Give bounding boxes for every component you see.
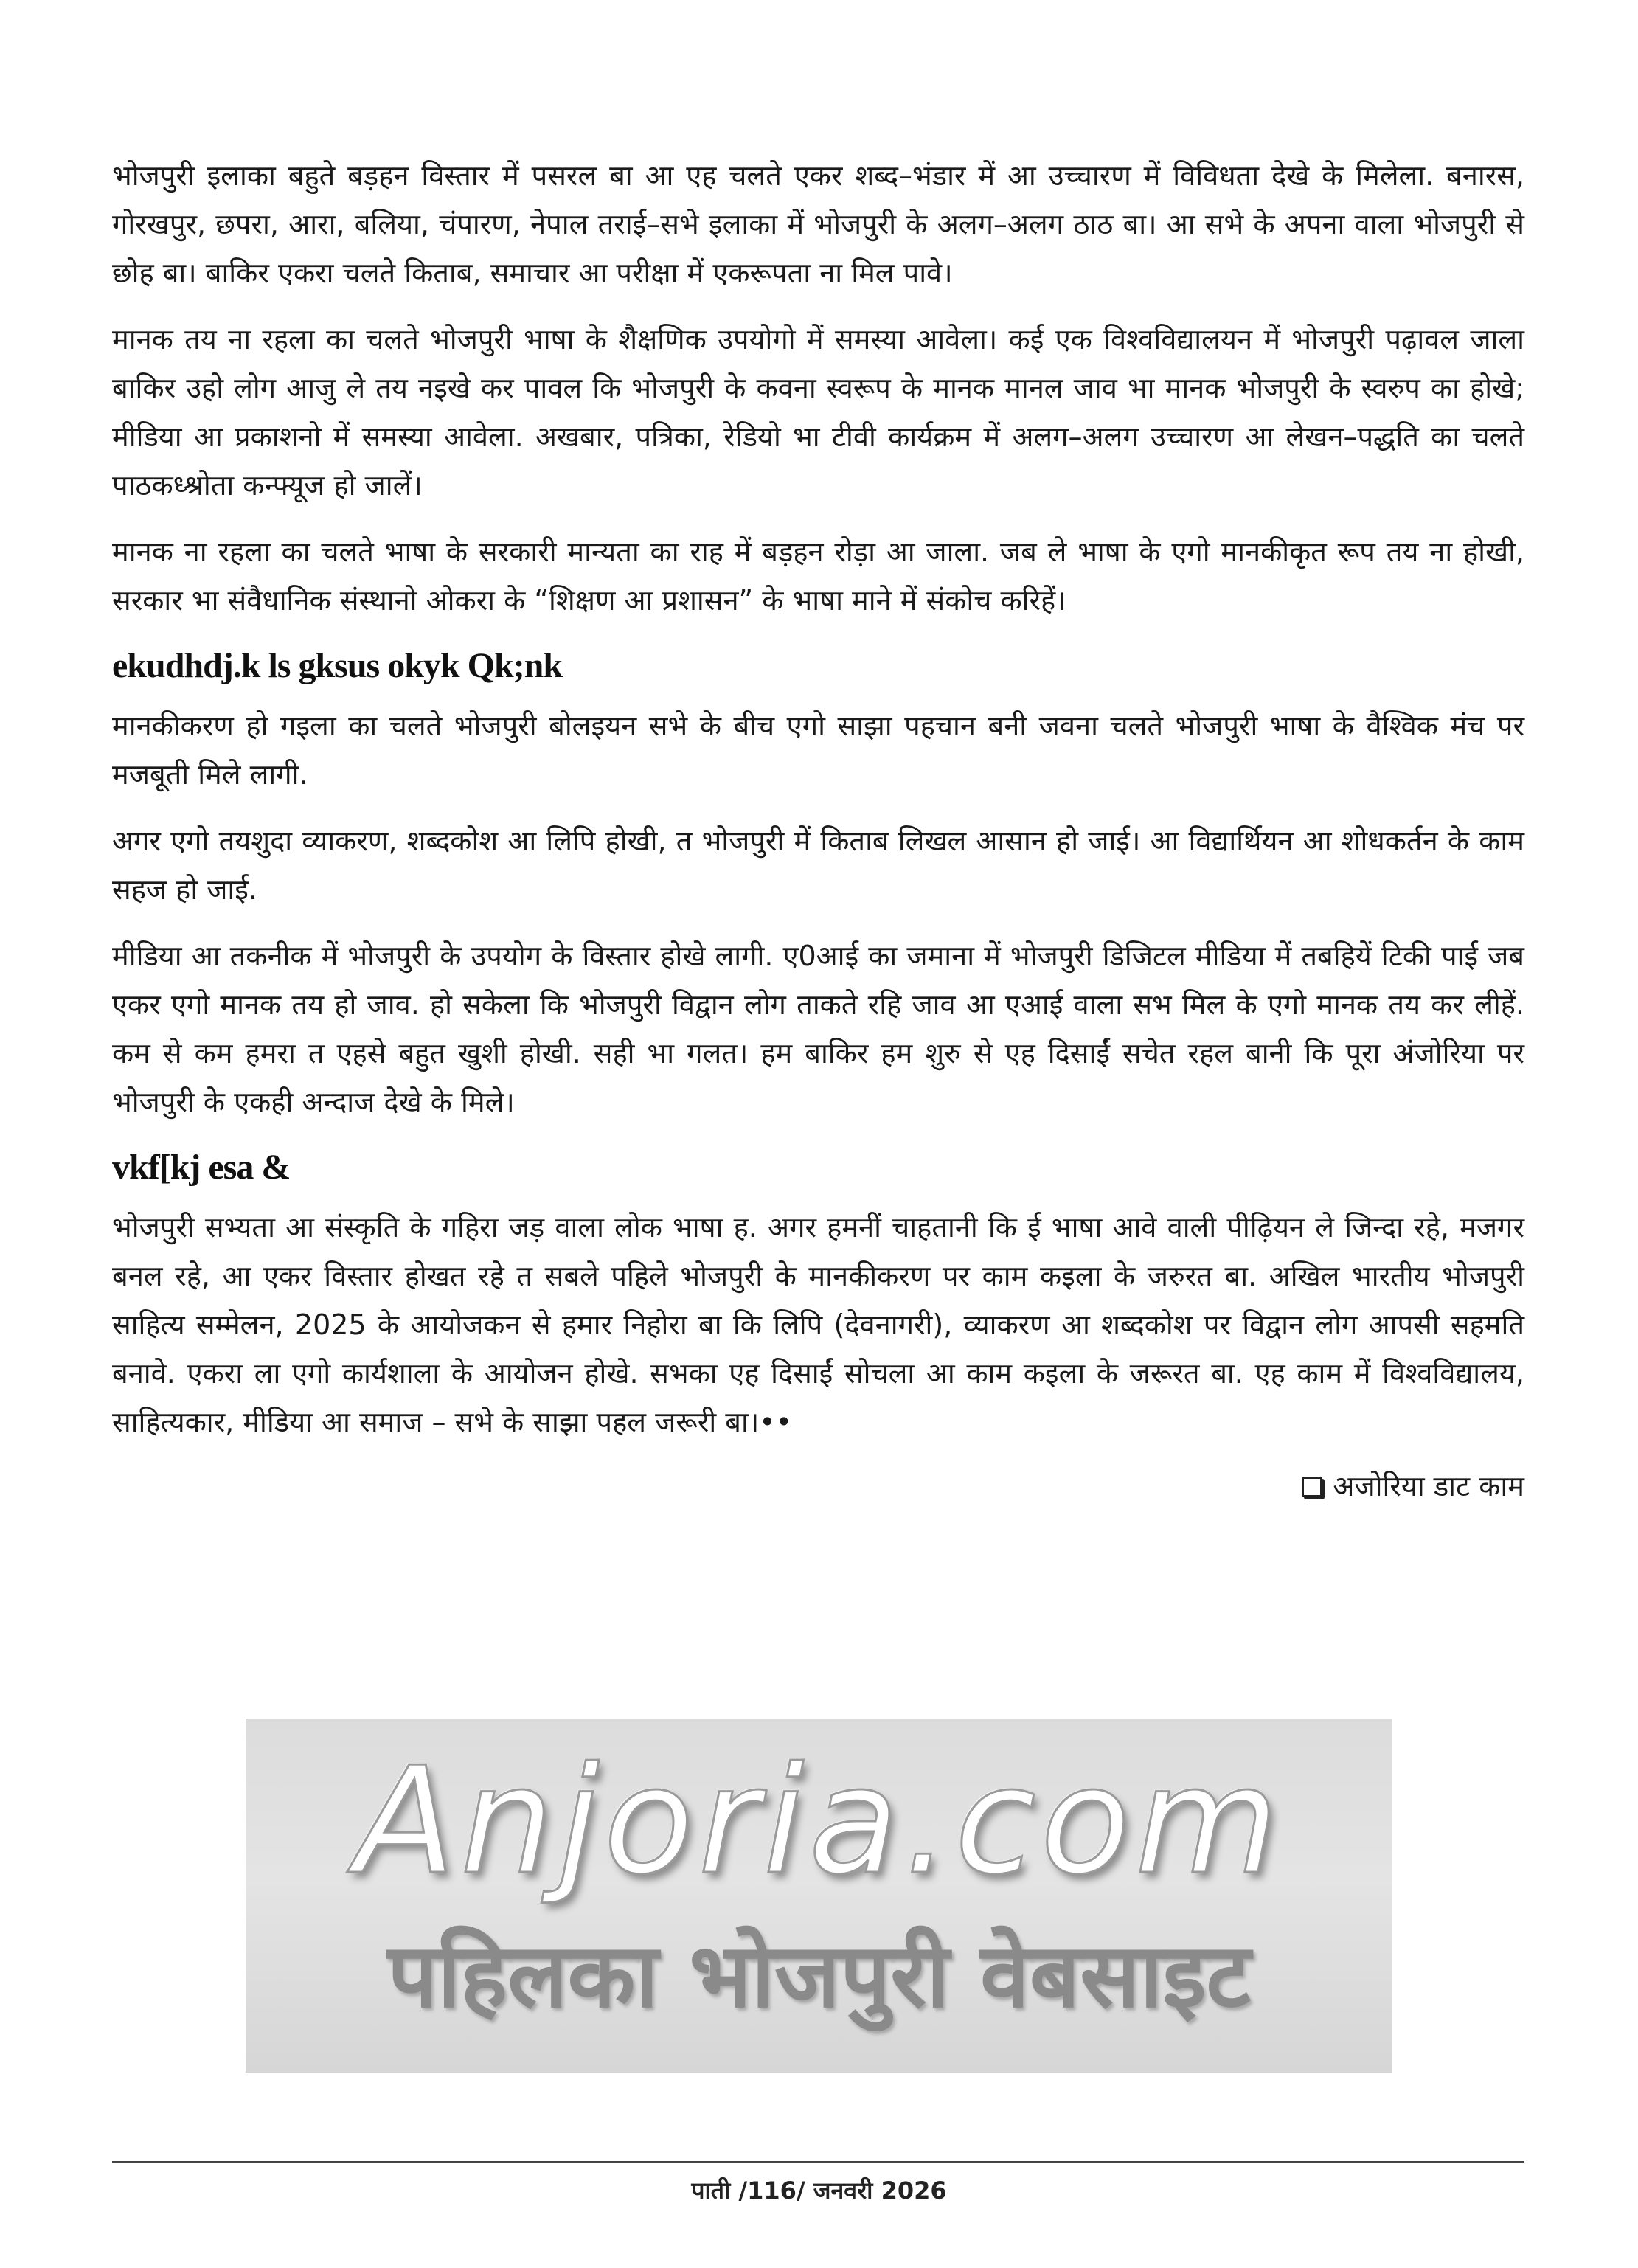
paragraph-benefit-1: मानकीकरण हो गइला का चलते भोजपुरी बोलइयन सभे के बीच एगो साझा पहचान बनी जवना चलते भोजपुरी भाषा के वैश्विक मंच पर मजबूती मिले लागी. [112, 710, 1524, 791]
paragraph-intro-1: भोजपुरी इलाका बहुते बड़हन विस्तार में पसरल बा आ एह चलते एकर शब्द–भंडार में आ उच्चारण में विविधता देखे के मिलेला. बनारस, गोरखपुर, छपरा, आरा, बलिया, चंपारण, नेपाल तराई–सभे इलाका में भोजपुरी के अलग–अलग ठाठ बा। आ सभे के अपना वाला भोजपुरी से छोह बा। बाकिर एकरा चलते किताब, समाचार आ परीक्षा में एकरूपता ना मिल पावे। [112, 159, 1524, 289]
banner-subtitle: पहिलका भोजपुरी वेबसाइट [387, 1925, 1251, 2028]
paragraph-benefit-3: मीडिया आ तकनीक में भोजपुरी के उपयोग के विस्तार होखे लागी. ए0आई का जमाना में भोजपुरी डिजिटल मीडिया में तबहियें टिकी पाई जब एकर एगो मानक तय हो जाव. हो सकेला कि भोजपुरी विद्वान लोग ताकते रहि जाव आ एआई वाला सभ मिल के एगो मानक तय कर लीहें. कम से कम हमरा त एहसे बहुत खुशी होखी. सही भा गलत। हम बाकिर हम शुरु से एह दिसाईं सचेत रहल बानी कि पूरा अंजोरिया पर भोजपुरी के एकही अन्दाज देखे के मिले। [112, 940, 1524, 1118]
paragraph-intro-2: मानक तय ना रहला का चलते भोजपुरी भाषा के शैक्षणिक उपयोगो में समस्या आवेला। कई एक विश्वविद्यालयन में भोजपुरी पढ़ावल जाला बाकिर उहो लोग आजु ले तय नइखे कर पावल कि भोजपुरी के कवना स्वरूप के मानक मानल जाव भा मानक भोजपुरी के स्वरुप का होखे; मीडिया आ प्रकाशनो में समस्या आवेला. अखबार, पत्रिका, रेडियो भा टीवी कार्यक्रम में अलग–अलग उच्चारण आ लेखन–पद्धति का चलते पाठकध्श्रोता कन्फ्यूज हो जालें। [112, 323, 1524, 502]
paragraph-conclusion: भोजपुरी सभ्यता आ संस्कृति के गहिरा जड़ वाला लोक भाषा ह. अगर हमनीं चाहतानी कि ई भाषा आवे वाली पीढ़ियन ले जिन्दा रहे, मजगर बनल रहे, आ एकर विस्तार होखत रहे त सबले पहिले भोजपुरी के मानकीकरण पर काम कइला के जरुरत बा. अखिल भारतीय भोजपुरी साहित्य सम्मेलन, 2025 के आयोजकन से हमार निहोरा बा कि लिपि (देवनागरी), व्याकरण आ शब्दकोश पर विद्वान लोग आपसी सहमति बनावे. एकरा ला एगो कार्यशाला के आयोजन होखे. सभका एह दिसाईं सोचला आ काम कइला के जरूरत बा. एह काम में विश्वविद्यालय, साहित्यकार, मीडिया आ समाज – सभे के साझा पहल जरूरी बा।•• [112, 1211, 1524, 1438]
section-heading-conclusion: vkf[kj esa & [112, 1148, 291, 1187]
paragraph-intro-3: मानक ना रहला का चलते भाषा के सरकारी मान्यता का राह में बड़हन रोड़ा आ जाला. जब ले भाषा के एगो मानकीकृत रूप तय ना होखी, सरकार भा संवैधानिक संस्थानो ओकरा के “शिक्षण आ प्रशासन” के भाषा माने में संकोच करिहें। [112, 535, 1524, 617]
page-footer: पाती /116/ जनवरी 2026 [691, 2177, 947, 2205]
signature-text: अजोरिया डाट काम [1333, 1470, 1524, 1502]
author-signature [112, 1464, 1524, 1508]
anjoria-banner-image [246, 1719, 1392, 2073]
article-body [112, 151, 1524, 1508]
footer-divider [112, 2161, 1524, 2163]
banner-title: Anjoria.com [355, 1735, 1283, 1907]
checkbox-bullet-icon [1302, 1477, 1322, 1497]
section-heading-benefits: ekudhdj.k ls gksus okyk Qk;nk [112, 646, 563, 685]
paragraph-benefit-2: अगर एगो तयशुदा व्याकरण, शब्दकोश आ लिपि होखी, त भोजपुरी में किताब लिखल आसान हो जाई। आ विद्यार्थियन आ शोधकर्तन के काम सहज हो जाई. [112, 825, 1524, 906]
